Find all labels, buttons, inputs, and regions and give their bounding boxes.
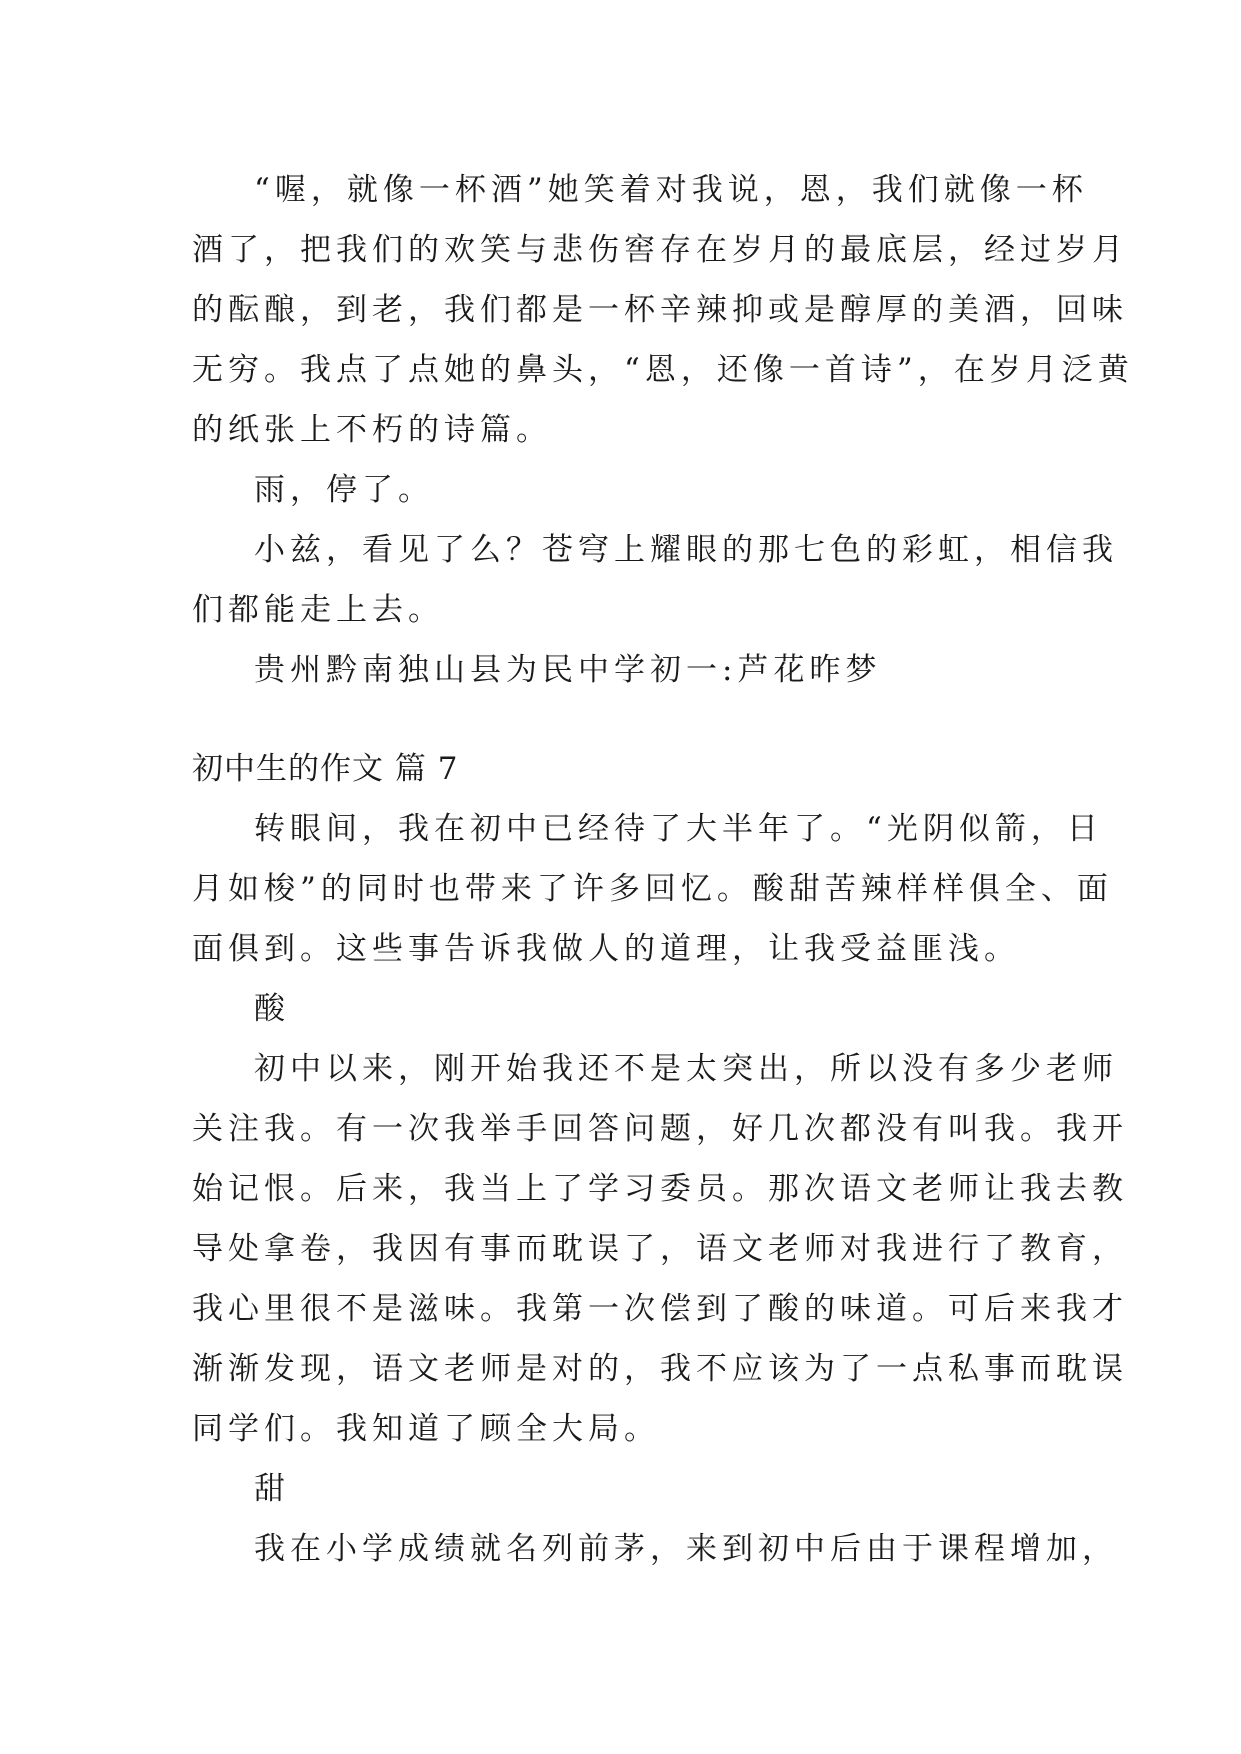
- paragraph-line: 渐渐发现，语文老师是对的，我不应该为了一点私事而耽误: [192, 1351, 1128, 1387]
- paragraph-line: “喔，就像一杯酒”她笑着对我说，恩，我们就像一杯: [254, 172, 1088, 208]
- paragraph-line: 的纸张上不朽的诗篇。: [192, 412, 552, 448]
- paragraph-line: 我心里很不是滋味。我第一次偿到了酸的味道。可后来我才: [192, 1291, 1128, 1327]
- paragraph-line: 同学们。我知道了顾全大局。: [192, 1411, 660, 1447]
- paragraph-line: 转眼间，我在初中已经待了大半年了。“光阴似箭，日: [254, 811, 1103, 847]
- document-body: [192, 160, 1134, 1579]
- paragraph-line: 雨，停了。: [254, 472, 434, 508]
- section-gap: [192, 700, 1058, 739]
- paragraph-line: 月如梭”的同时也带来了许多回忆。酸甜苦辣样样俱全、面: [192, 871, 1113, 907]
- subheading-sweet: 甜: [254, 1471, 290, 1507]
- paragraph-line: 始记恨。后来，我当上了学习委员。那次语文老师让我去教: [192, 1171, 1128, 1207]
- paragraph-line: 我在小学成绩就名列前茅，来到初中后由于课程增加，: [254, 1531, 1118, 1567]
- paragraph-line: 关注我。有一次我举手回答问题，好几次都没有叫我。我开: [192, 1111, 1128, 1147]
- paragraph-line: 导处拿卷，我因有事而耽误了，语文老师对我进行了教育，: [192, 1231, 1128, 1267]
- subheading-sour: 酸: [254, 991, 290, 1027]
- paragraph-line: 无穷。我点了点她的鼻头，“恩，还像一首诗”，在岁月泛黄: [192, 352, 1134, 388]
- paragraph-line: 小兹，看见了么？苍穹上耀眼的那七色的彩虹，相信我: [254, 532, 1118, 568]
- paragraph-line: 酒了，把我们的欢笑与悲伤窖存在岁月的最底层，经过岁月: [192, 232, 1128, 268]
- paragraph-line: 初中以来，刚开始我还不是太突出，所以没有多少老师: [254, 1051, 1118, 1087]
- section-heading: 初中生的作文 篇 7: [192, 751, 459, 787]
- paragraph-line: 的酝酿，到老，我们都是一杯辛辣抑或是醇厚的美酒，回味: [192, 292, 1128, 328]
- paragraph-line: 面俱到。这些事告诉我做人的道理，让我受益匪浅。: [192, 931, 1020, 967]
- author-signature-line: 贵州黔南独山县为民中学初一:芦花昨梦: [254, 652, 882, 688]
- paragraph-line: 们都能走上去。: [192, 592, 444, 628]
